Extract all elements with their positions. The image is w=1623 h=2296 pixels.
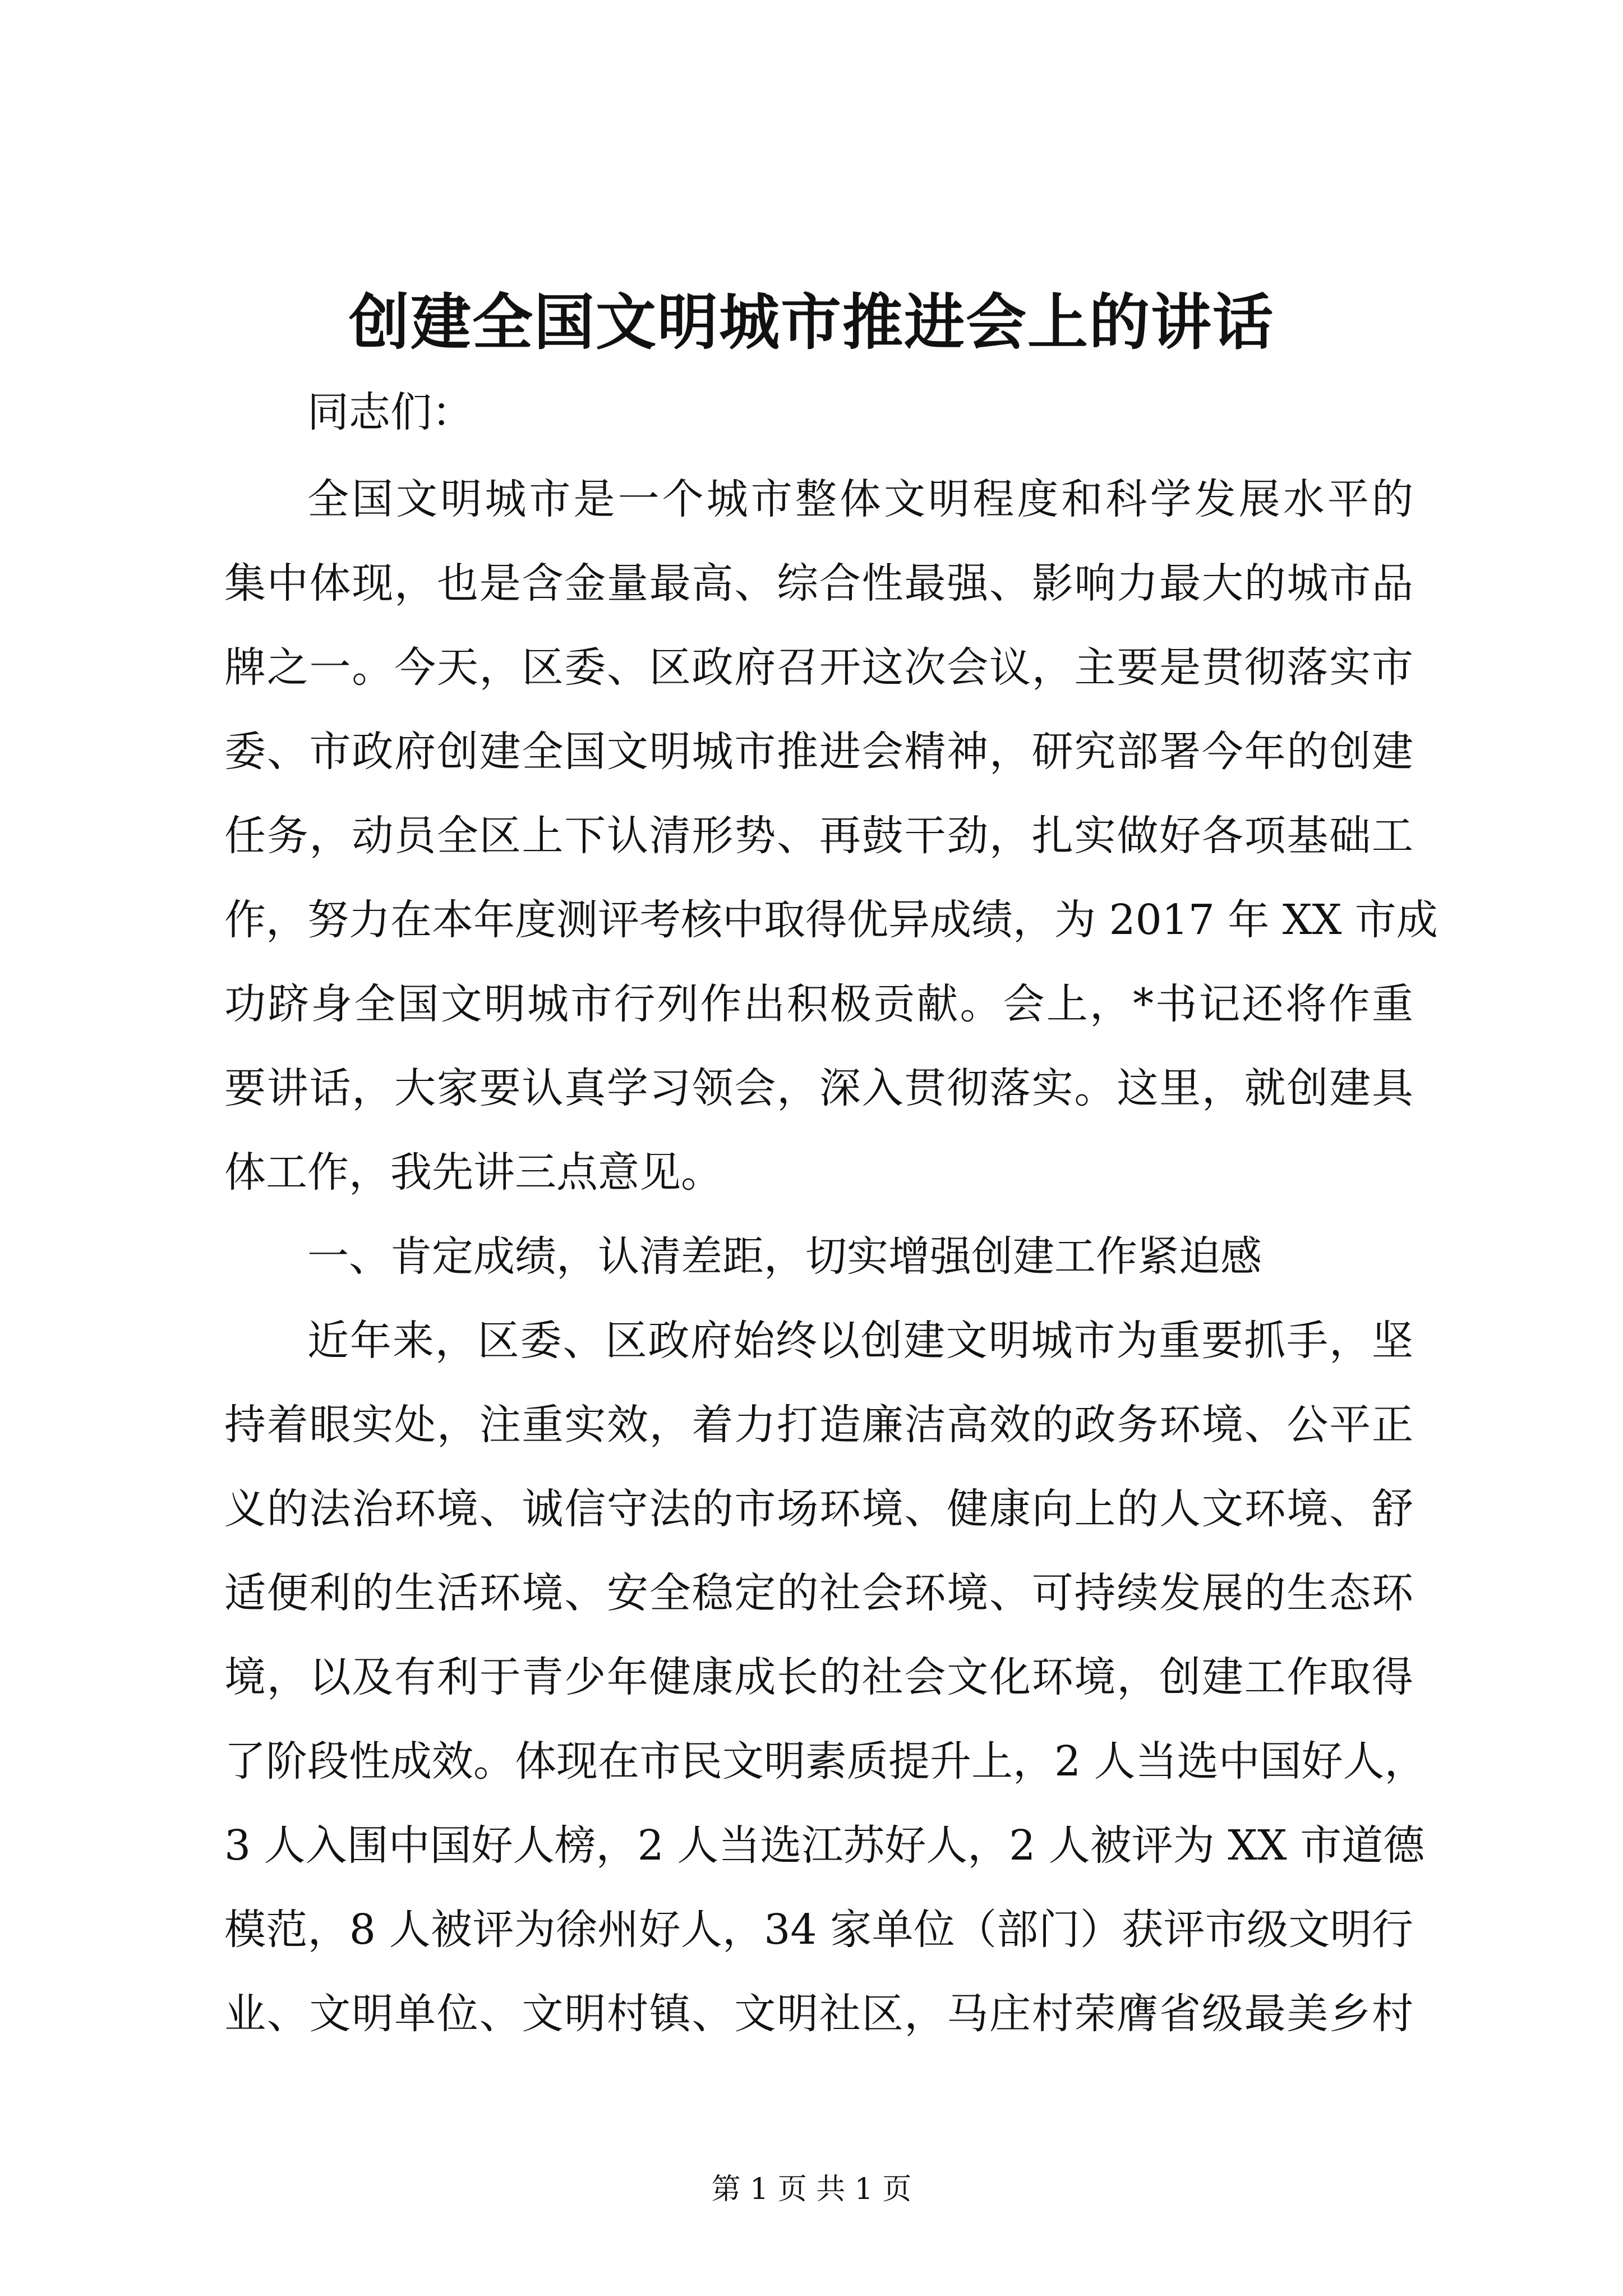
paragraph-line: 体工作，我先讲三点意见。 <box>224 1148 722 1197</box>
paragraph-line: 近年来，区委、区政府始终以创建文明城市为重要抓手，坚 <box>307 1317 1413 1365</box>
paragraph-line: 业、文明单位、文明村镇、文明社区，马庄村荣膺省级最美乡村 <box>224 1990 1413 2038</box>
paragraph-line: 持着眼实处，注重实效，着力打造廉洁高效的政务环境、公平正 <box>224 1401 1413 1449</box>
document-title: 创建全国文明城市推进会上的讲话 <box>348 287 1274 358</box>
paragraph-line: 委、市政府创建全国文明城市推进会精神，研究部署今年的创建 <box>224 728 1413 776</box>
paragraph-line: 集中体现，也是含金量最高、综合性最强、影响力最大的城市品 <box>224 559 1413 608</box>
section-heading: 一、肯定成绩，认清差距，切实增强创建工作紧迫感 <box>307 1232 1262 1281</box>
paragraph-line: 功跻身全国文明城市行列作出积极贡献。会上，*书记还将作重 <box>224 980 1413 1028</box>
paragraph-line: 牌之一。今天，区委、区政府召开这次会议，主要是贯彻落实市 <box>224 643 1413 692</box>
paragraph-line: 要讲话，大家要认真学习领会，深入贯彻落实。这里，就创建具 <box>224 1064 1413 1112</box>
paragraph-line: 任务，动员全区上下认清形势、再鼓干劲，扎实做好各项基础工 <box>224 812 1413 860</box>
salutation: 同志们： <box>307 388 473 436</box>
paragraph-line: 全国文明城市是一个城市整体文明程度和科学发展水平的 <box>307 475 1413 523</box>
paragraph-line: 义的法治环境、诚信守法的市场环境、健康向上的人文环境、舒 <box>224 1485 1413 1533</box>
paragraph-line: 3 人入围中国好人榜，2 人当选江苏好人，2 人被评为 XX 市道德 <box>224 1821 1425 1870</box>
paragraph-line: 适便利的生活环境、安全稳定的社会环境、可持续发展的生态环 <box>224 1569 1413 1617</box>
paragraph-line: 作，努力在本年度测评考核中取得优异成绩，为 2017 年 XX 市成 <box>224 896 1438 944</box>
paragraph-line: 了阶段性成效。体现在市民文明素质提升上，2 人当选中国好人， <box>224 1737 1426 1786</box>
page-footer: 第 1 页 共 1 页 <box>711 2173 912 2206</box>
paragraph-line: 境，以及有利于青少年健康成长的社会文化环境，创建工作取得 <box>224 1653 1413 1701</box>
paragraph-line: 模范，8 人被评为徐州好人，34 家单位（部门）获评市级文明行 <box>224 1906 1413 1954</box>
